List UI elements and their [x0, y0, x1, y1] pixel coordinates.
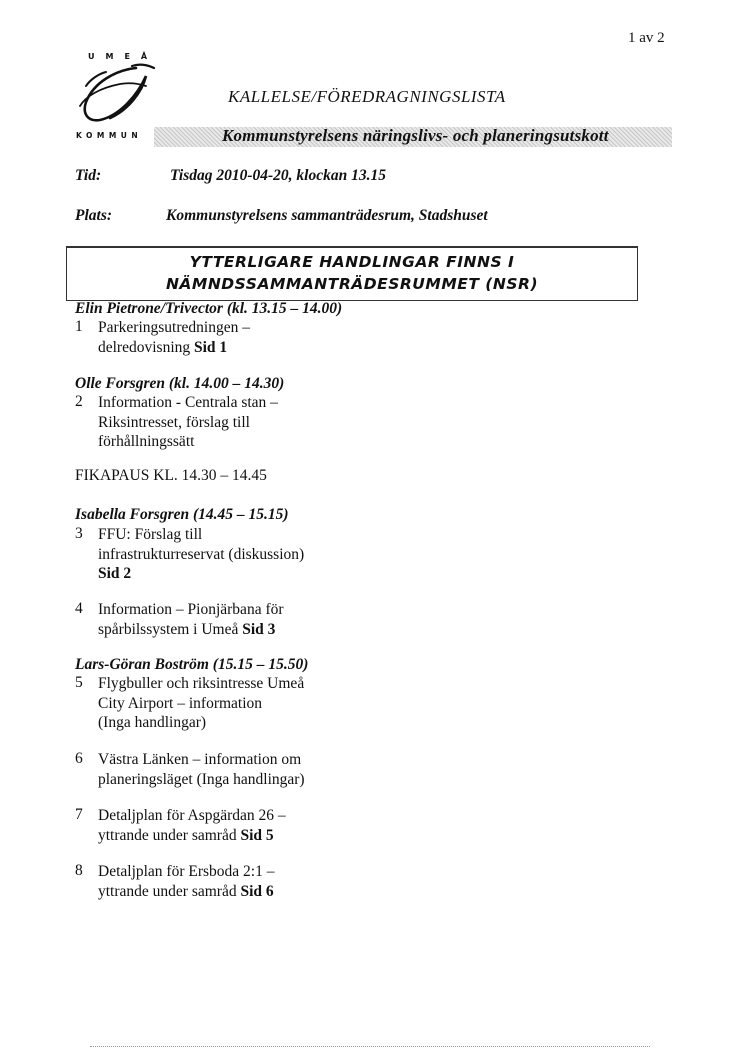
agenda-item: Detaljplan för Aspgärdan 26 – yttrande under samråd Sid 5	[98, 807, 286, 844]
presenter-heading: Isabella Forsgren (14.45 – 15.15)	[75, 506, 289, 523]
agenda-item-number: 7	[75, 806, 83, 823]
place-label: Plats:	[75, 207, 113, 224]
document-title: KALLELSE/FÖREDRAGNINGSLISTA	[228, 87, 506, 106]
presenter-heading: Lars-Göran Boström (15.15 – 15.50)	[75, 656, 309, 673]
agenda-item-number: 4	[75, 600, 83, 617]
agenda-item-number: 5	[75, 674, 83, 691]
page-number: 1 av 2	[628, 30, 665, 46]
agenda-item-number: 3	[75, 525, 83, 542]
notice-box	[66, 246, 638, 301]
agenda-item: FFU: Förslag till infrastrukturreservat (diskussion) Sid 2	[98, 526, 305, 582]
logo-bottom-text: KOMMUN	[76, 131, 143, 140]
agenda-item: Flygbuller och riksintresse Umeå City Airport – information (Inga handlingar)	[98, 675, 305, 731]
agenda-item: Västra Länken – information om planeringsläget (Inga handlingar)	[98, 751, 305, 788]
scan-artifact-line	[90, 1046, 650, 1047]
agenda-item-number: 6	[75, 750, 83, 767]
agenda-item-number: 8	[75, 862, 83, 879]
leaf-icon	[76, 62, 160, 130]
place-value: Kommunstyrelsens sammanträdesrum, Stadshuset	[166, 207, 488, 224]
time-value: Tisdag 2010-04-20, klockan 13.15	[170, 167, 386, 184]
umea-kommun-logo	[72, 48, 162, 148]
agenda-item: Information - Centrala stan – Riksintresset, förslag till förhållningssätt	[98, 394, 278, 450]
agenda-item: Parkeringsutredningen – delredovisning Sid 1	[98, 319, 250, 356]
agenda-item: Detaljplan för Ersboda 2:1 – yttrande under samråd Sid 6	[98, 863, 275, 900]
agenda-item-number: 2	[75, 393, 83, 410]
logo-top-text: UMEÅ	[88, 52, 159, 61]
notice-line-2: NÄMNDSSAMMANTRÄDESRUMMET (NSR)	[165, 275, 539, 293]
presenter-heading: Olle Forsgren (kl. 14.00 – 14.30)	[75, 375, 285, 392]
notice-line-1: YTTERLIGARE HANDLINGAR FINNS I	[189, 253, 515, 271]
agenda-item: Information – Pionjärbana för spårbilssystem i Umeå Sid 3	[98, 601, 284, 638]
agenda-item-number: 1	[75, 318, 83, 335]
break-text: FIKAPAUS KL. 14.30 – 14.45	[75, 467, 267, 484]
presenter-heading: Elin Pietrone/Trivector (kl. 13.15 – 14.00)	[75, 300, 343, 317]
time-label: Tid:	[75, 167, 102, 184]
committee-name: Kommunstyrelsens näringslivs- och planeringsutskott	[222, 126, 609, 145]
